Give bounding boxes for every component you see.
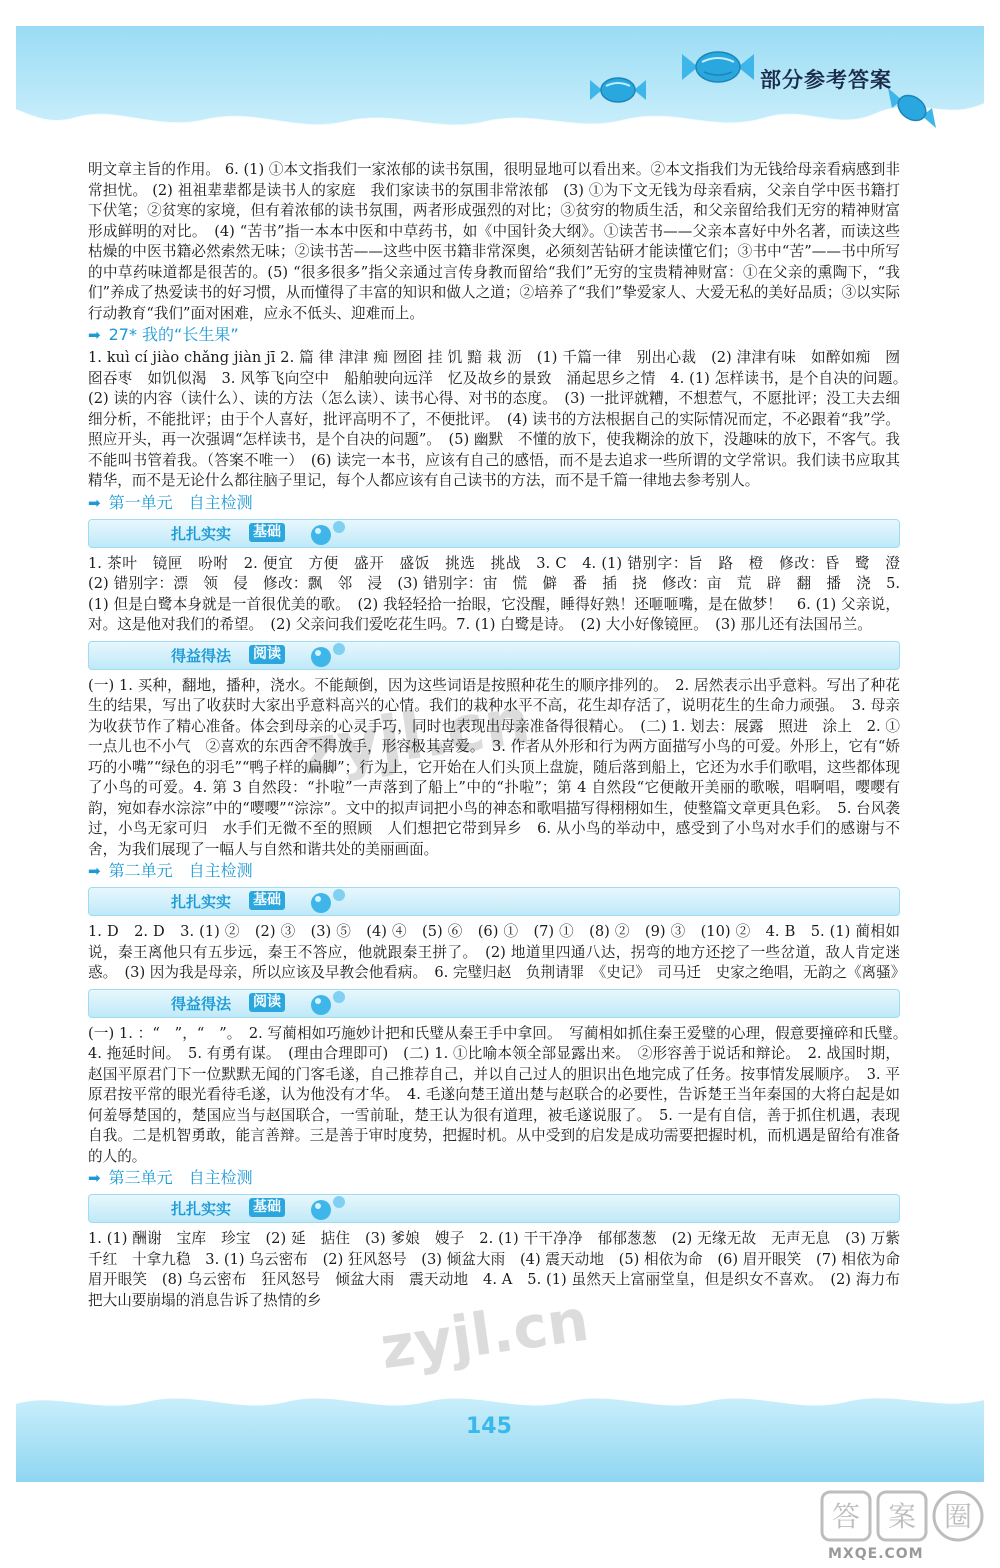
watermark: zyjl.cn [295,684,535,790]
bubble-icon [309,987,349,1021]
subsection-tag: 基础 [249,1198,285,1217]
section-heading-text: 27* 我的“长生果” [108,325,239,345]
bubble-icon [309,639,349,673]
bubble-icon [309,885,349,919]
subsection-title: 得益得法 [171,994,232,1013]
watermark: zyjl.cn [376,1285,593,1383]
arrow-icon: ➡ [88,493,101,512]
arrow-icon: ➡ [88,1169,101,1188]
subsection-bar [88,887,900,916]
bubble-icon [309,517,349,551]
section-heading-text: 第三单元 自主检测 [108,1168,253,1188]
section-heading [88,1168,900,1189]
subsection-tag: 基础 [249,891,285,910]
answer-paragraph: 1. D 2. D 3. (1) ② (2) ③ (3) ⑤ (4) ④ (5) ⑥ (6) ① (7) ① (8) ② (9) ③ (10) ② 4. B 5. (1) 蔺相如说，秦王离他只有五步远，秦王不答应，他就跟秦王拼了。 (2) 地道里四通八达，拐弯的地方还挖了一些岔道，敌人肯定迷惑。 (3) 因为我是母亲，所以应该及早教会他看病。 6. 完璧归赵 负荆请罪 《史记》 司马迁 史家之绝唱，无韵之《离骚》 [88,923,906,981]
arrow-icon: ➡ [88,326,101,345]
subsection-bar [88,989,900,1018]
arrow-icon: ➡ [88,862,101,881]
bubble-icon [309,1192,349,1226]
subsection-tag: 基础 [249,523,285,542]
answer-circle-logo [820,1486,990,1546]
answer-paragraph: 1. kuì cí jiào chǎng jiàn jī 2. 篇 律 津津 痴 囫囵 挂 饥 黯 栽 沥 (1) 千篇一律 别出心裁 (2) 津津有味 如醉如痴 囫囵吞枣 如饥似渴 3. 风筝飞向空中 船舶驶向远洋 忆及故乡的景致 涌起思乡之情 4. (1) 怎样读书，是个自决的问题。 (2) 读的内容（读什么）、读的方法（怎么读）、读书心得、对书的态度。 (3) 一批评就糟，不想惹气，不愿批评；没工夫去细细分析，不能批评；由于个人喜好，批评高明不了，不便批评。 (4) 读书的方法根据自己的实际情况而定，不必跟着“我”学。照应开头，再一次强调“怎样读书，是个自决的问题”。 (5) 幽默 不懂的放下，使我糊涂的放下，没趣味的放下，不客气。我不能叫书管着我。（答案不唯一） (6) 读完一本书，应该有自己的感悟，而不是去追求一些所谓的文学常识。我们读书应取其精华，而不是无论什么都往脑子里记，每个人都应该有自己读书的方法，而不是千篇一律地去参考别人。 [88,349,915,489]
answer-paragraph: 明文章主旨的作用。 6. (1) ①本文指我们一家浓郁的读书氛围，很明显地可以看出来。②本文指我们为无钱给母亲看病感到非常担忧。 (2) 祖祖辈辈都是读书人的家庭 我们家读书的氛围非常浓郁 (3) ①为下文无钱为母亲看病，父亲自学中医书籍打下伏笔；②贫寒的家境，但有着浓郁的读书氛围，两者形成强烈的对比；③贫穷的物质生活，和父亲留给我们无穷的精神财富形成鲜明的对比。 (4) “苦书”指一本本中医和中草药书，如《中国针灸大纲》。①读苦书——父亲本喜好中外名著，而读这些枯燥的中医书籍必然索然无味；②读书苦——这些中医书籍非常深奥，必须刻苦钻研才能读懂它们；③书中“苦”——书中所写的中草药味道都是很苦的。(5) “很多很多”指父亲通过言传身教而留给“我们”无穷的宝贵精神财富：①在父亲的熏陶下，“我们”养成了热爱读书的好习惯，从而懂得了丰富的知识和做人之道；②培养了“我们”挚爱家人、大爱无私的美好品质；③以实际行动教育“我们”面对困难，应永不低头、迎难而上。 [88,161,900,322]
subsection-tag: 阅读 [249,993,285,1012]
subsection-title: 扎扎实实 [171,1200,232,1218]
svg-text:答: 答 [831,1500,861,1533]
candy-icon [680,42,756,92]
page-number: 145 [466,1414,512,1439]
svg-text:圈: 圈 [943,1500,973,1533]
section-heading-text: 第二单元 自主检测 [108,861,253,881]
subsection-title: 扎扎实实 [171,524,232,543]
subsection-bar [88,519,900,548]
watermark-url: MXQE.COM [828,1546,924,1562]
section-heading [88,325,900,346]
answer-content [88,160,915,1311]
subsection-bar [88,641,900,670]
candy-icon [884,84,940,132]
subsection-tag: 阅读 [249,645,285,664]
answer-paragraph: (一) 1. ：“ ”，“ ”。 2. 写蔺相如巧施妙计把和氏璧从秦王手中拿回。 写蔺相如抓住秦王爱璧的心理，假意要撞碎和氏璧。 4. 拖延时间。 5. 有勇有谋。 (理由合理即可) (二) 1. ①比喻本领全部显露出来。 ②形容善于说话和辩论。 2. 战国时期，赵国平原君门下一位默默无闻的门客毛遂，自己推荐自己，并以自己过人的胆识出色地完成了任务。按事情发展顺序。 3. 平原君按平常的眼光看待毛遂，认为他没有才华。 4. 毛遂向楚王道出楚与赵联合的必要性，告诉楚王当年秦国的大将白起是如何羞辱楚国的，楚国应当与赵国联合，一雪前耻，楚王认为很有道理，被毛遂说服了。 5. 一是有自信，善于抓住机遇，表现自我。二是机智勇敢，能言善辩。三是善于审时度势，把握时机。从中受到的启发是成功需要把握时机，而机遇是留给有准备的人的。 [88,1024,915,1165]
section-heading-text: 第一单元 自主检测 [108,492,253,512]
svg-text:案: 案 [887,1500,917,1533]
answer-paragraph: 1. 茶叶 镜匣 吩咐 2. 便宜 方便 盛开 盛饭 挑选 挑战 3. C 4. (1) 错别字：旨 路 橙 修改：昏 鹭 澄 (2) 错别字：漂 领 侵 修改：飘 邻 浸 (3) 错别字：宙 慌 僻 番 插 挠 修改：亩 荒 辟 翻 播 浇 5. (1) 但是白鹭本身就是一首很优美的歌。 (2) 我轻轻拾一抬眼，它没醒，睡得好熟！还咂咂嘴，是在做梦！ 6. (1) 父亲说，对。这是他对我们的希望。 (2) 父亲问我们爱吃花生吗。7. (1) 白鹭是诗。 (2) 大小好像镜匣。 (3) 那儿还有法国吊兰。 [88,554,915,633]
subsection-bar [88,1194,900,1223]
section-heading [88,861,900,882]
subsection-title: 得益得法 [171,646,232,665]
subsection-title: 扎扎实实 [171,893,232,911]
candy-icon [588,70,648,110]
answer-paragraph: 1. (1) 酬谢 宝库 珍宝 (2) 延 掂住 (3) 爹娘 嫂子 2. (1) 干干净净 郁郁葱葱 (2) 无缘无故 无声无息 (3) 万紫千红 十拿九稳 3. (1) 乌云密布 (2) 狂风怒号 (3) 倾盆大雨 (4) 震天动地 (5) 相依为命 (6) 眉开眼笑 (7) 相依为命 眉开眼笑 (8) 乌云密布 狂风怒号 倾盆大雨 震天动地 4. A 5. (1) 虽然天上富丽堂皇，但是织女不喜欢。 (2) 海力布把大山要崩塌的消息告诉了热情的乡 [88,1230,915,1309]
header-title: 部分参考答案 [760,68,892,92]
section-heading [88,493,900,514]
answer-paragraph: (一) 1. 买种，翻地，播种，浇水。不能颠倒，因为这些词语是按照种花生的顺序排列的。 2. 居然表示出乎意料。写出了种花生的结果，写出了收获时大家出乎意料高兴的心情。我们的栽种水平不高，花生却存活了，说明花生的生命力顽强。 3. 母亲为收获节作了精心准备。体会到母亲的心灵手巧，同时也表现出母亲准备得很精心。 (二) 1. 划去：展露 照进 涂上 2. ①一点儿也不小气 ②喜欢的东西舍不得放手，形容极其喜爱。 3. 作者从外形和行为两方面描写小鸟的可爱。外形上，它有“娇巧的小嘴”“绿色的羽毛”“鸭子样的扁脚”；行为上，它开始在人们头顶上盘旋，随后落到船上，它还为水手们歌唱，这些都体现了小鸟的可爱。4. 第 3 自然段：“扑啦”一声落到了船上”中的“扑啦”；第 4 自然段“它便敞开美丽的歌喉，唱啊唱，嘤嘤有韵，宛如春水淙淙”中的“嘤嘤”“淙淙”。文中的拟声词把小鸟的神态和歌唱描写得栩栩如生，使整篇文章更具色彩。 5. 台风袭过，小鸟无家可归 水手们无微不至的照顾 人们想把它带到异乡 6. 从小鸟的举动中，感受到了小鸟对水手们的感谢与不舍，为我们展现了一幅人与自然和谐共处的美丽画面。 [88,676,900,858]
